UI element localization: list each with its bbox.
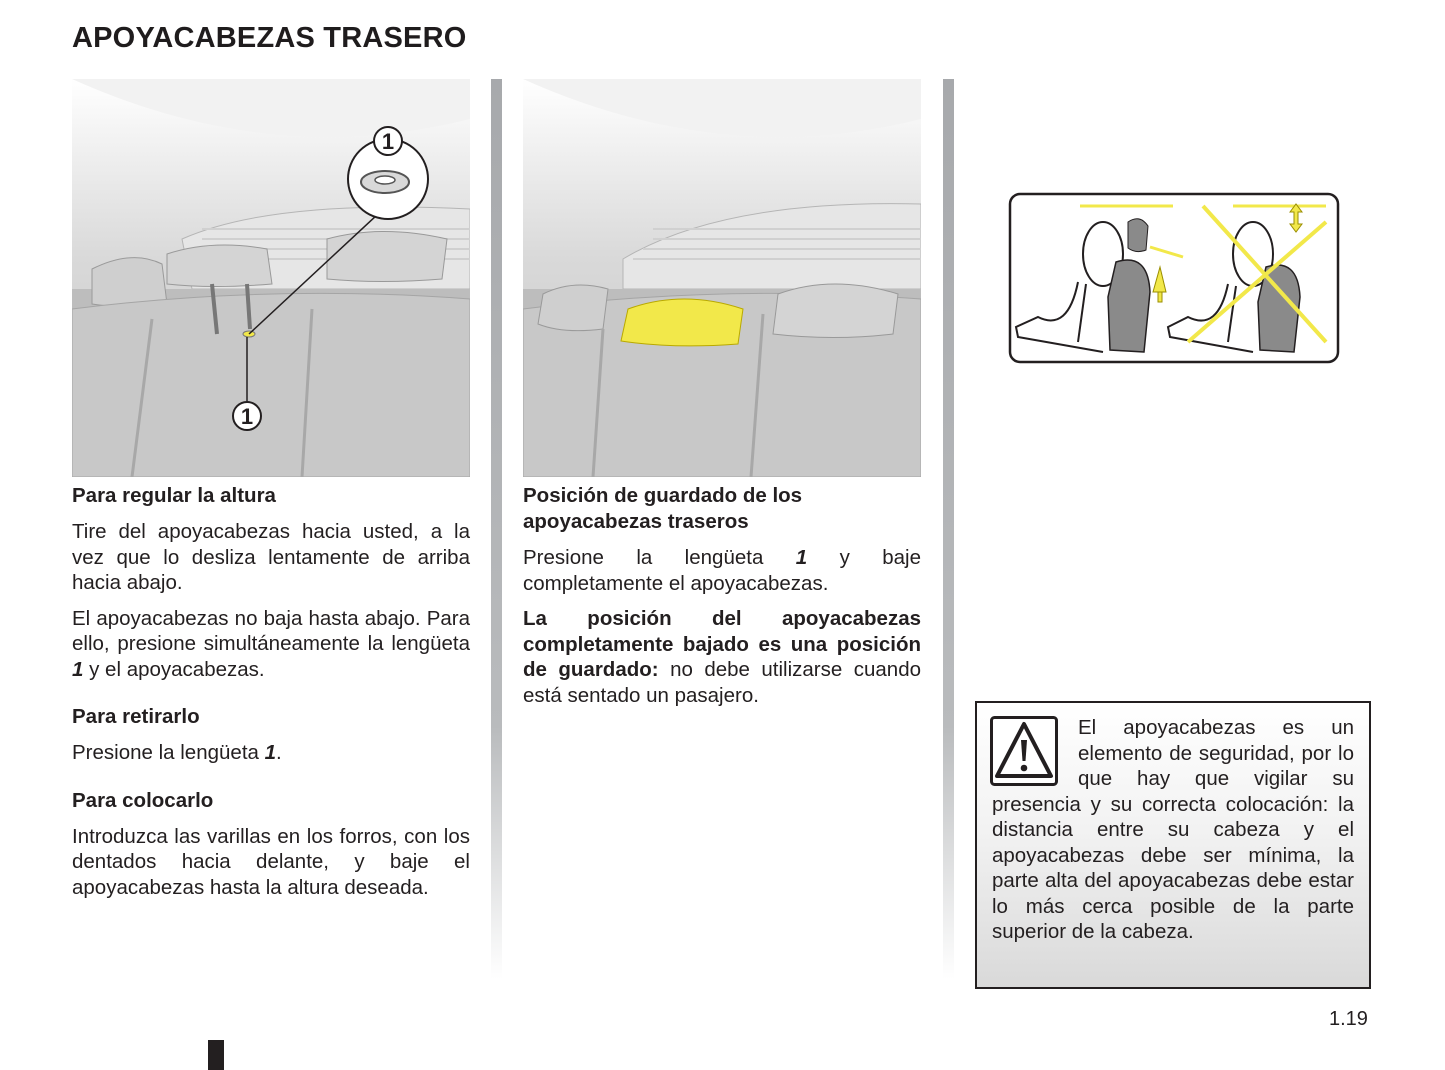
column-adjust [72,79,470,910]
column-divider [943,79,954,979]
tab-number: 1 [795,546,808,569]
callout-number-bottom: 1 [240,404,254,429]
paragraph-adjust: Tire del apoyacabezas hacia usted, a la vez que lo desliza lentamente de arriba hacia abajo. [72,520,470,594]
heading-storage: Posición de guardado de los apoyacabezas traseros [523,484,803,533]
headrest-position-diagram [1008,192,1340,364]
paragraph-storage-warning: La posición del apoyacabezas completamente bajado es una posición de guardado: no debe utilizarse cuando está sentado un pasajero. [523,607,921,707]
tab-number: 1 [264,741,277,764]
column-storage [523,79,921,718]
page-title: APOYACABEZAS TRASERO [72,22,467,54]
rear-seat-headrest-illustration [72,79,470,477]
page-edge-marker [208,1040,224,1070]
warning-triangle-icon [990,716,1058,786]
headrest-storage-illustration [523,79,921,477]
paragraph-lower: El apoyacabezas no baja hasta abajo. Para ello, presione simultáneamente la lengüeta 1 y el apoyacabezas. [72,606,470,681]
heading-remove: Para retirarlo [72,705,200,728]
paragraph-fit: Introduzca las varillas en los forros, con los dentados hacia delante, y baje el apoyacabezas hasta la altura deseada. [72,824,470,899]
column-divider [491,79,502,979]
paragraph-remove: Presione la lengüeta 1. [72,741,282,764]
heading-adjust: Para regular la altura [72,484,276,507]
page-number: 1.19 [1329,1008,1368,1030]
paragraph-storage: Presione la lengüeta 1 y baje completamente el apoyacabezas. [523,546,922,595]
heading-fit: Para colocarlo [72,788,214,812]
warning-box [975,701,1371,989]
tab-number: 1 [72,657,84,681]
callout-number-top: 1 [381,129,395,154]
warning-text: El apoyacabezas es un elemento de seguridad, por lo que hay que vigilar su presencia y su correcta colocación: la distancia entre su cabeza y el apoyacabezas debe ser mínima, la parte alta del apoyacabezas debe estar lo más cerca posible de la parte superior de la cabeza. [992,716,1354,943]
